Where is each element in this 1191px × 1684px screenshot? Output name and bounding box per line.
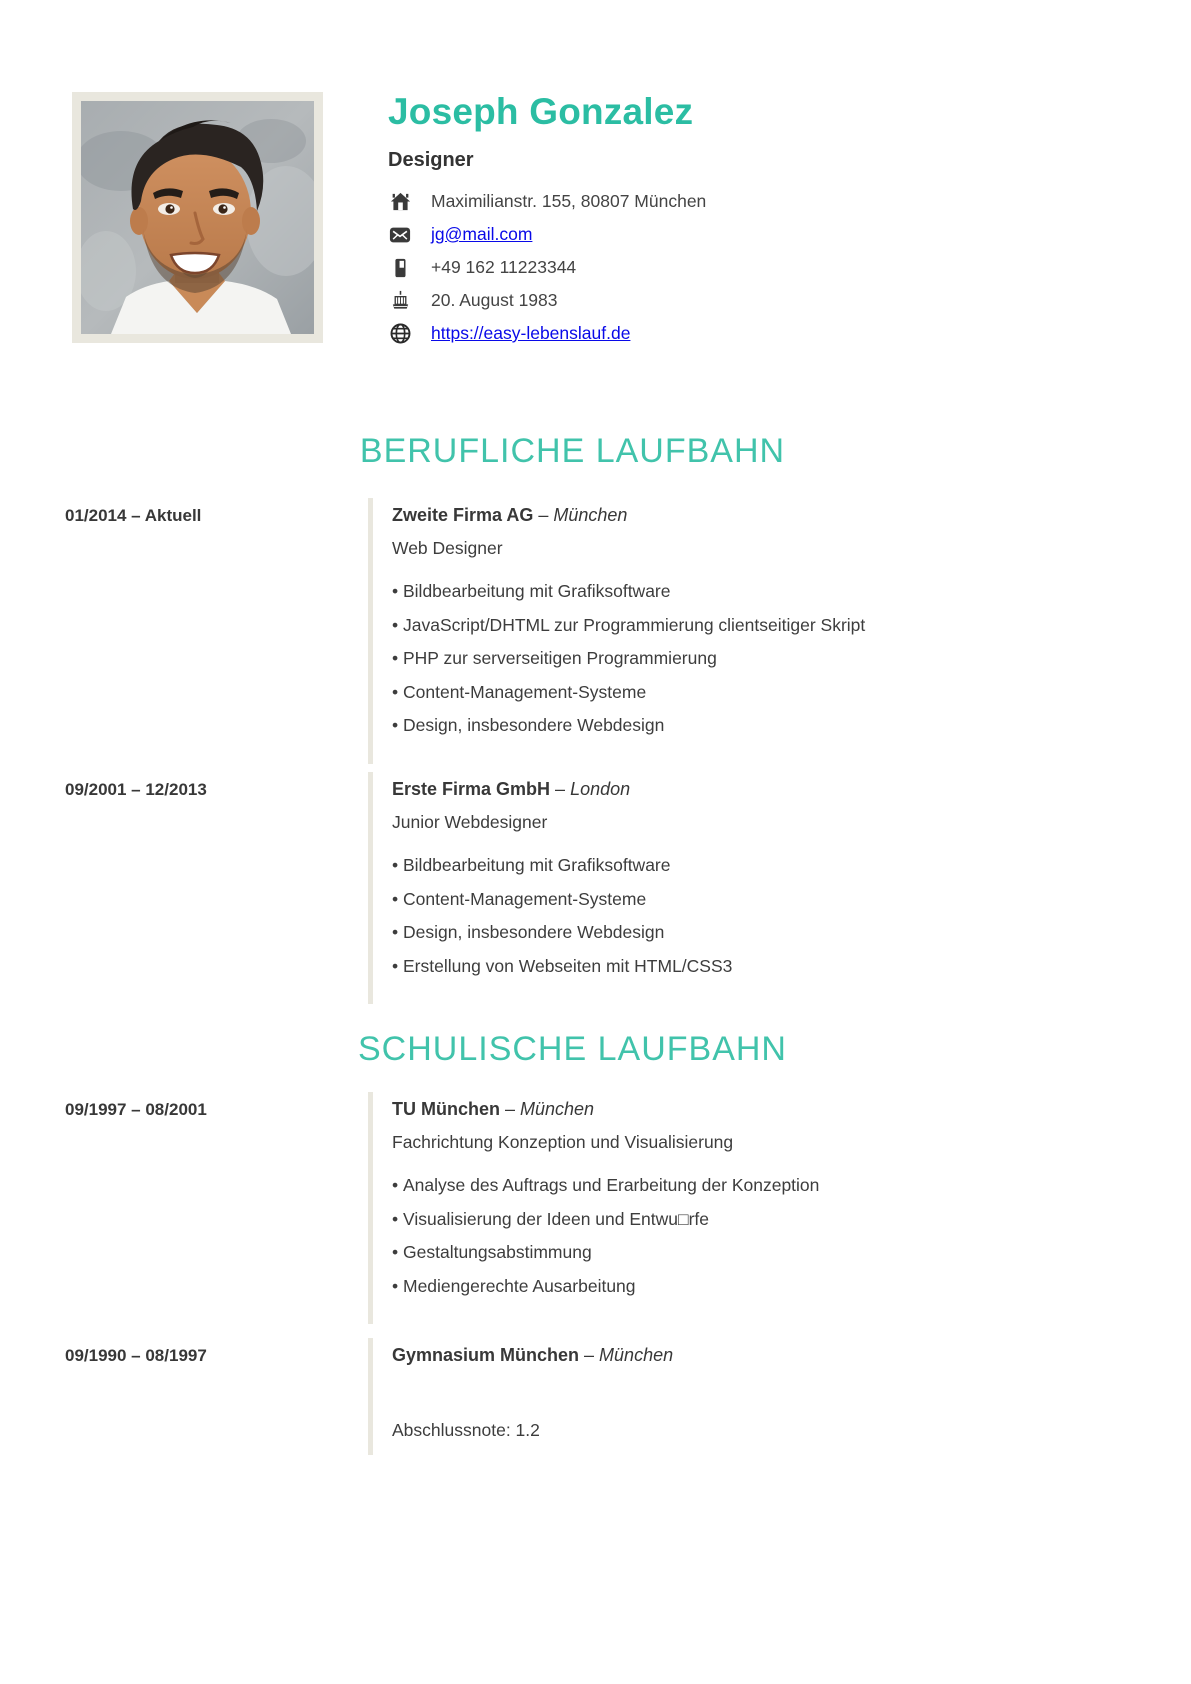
globe-icon [388, 322, 412, 346]
entry-organization: Erste Firma GmbH [392, 779, 551, 799]
bullet-item: • Bildbearbeitung mit Grafiksoftware [392, 582, 1127, 600]
bullet-item: • Gestaltungsabstimmung [392, 1243, 1127, 1261]
contact-list [388, 185, 1108, 350]
phone-icon [388, 256, 412, 280]
entry-organization: Gymnasium München [392, 1345, 580, 1365]
entry-location: München [599, 1345, 674, 1365]
entry-separator: – [555, 779, 566, 799]
bullet-item: • JavaScript/DHTML zur Programmierung clientseitiger Skript [392, 616, 1127, 634]
bullet-item: • PHP zur serverseitigen Programmierung [392, 649, 1127, 667]
entry-location: München [520, 1099, 595, 1119]
entry-role: Fachrichtung Konzeption und Visualisierung [392, 1132, 734, 1152]
entry-role: Junior Webdesigner [392, 812, 548, 832]
entry-content [368, 772, 1127, 1004]
bullet-item: • Content-Management-Systeme [392, 683, 1127, 701]
phone-text: +49 162 11223344 [431, 257, 577, 277]
header [388, 92, 1108, 350]
contact-row-website [388, 317, 1108, 350]
entry-role: Web Designer [392, 538, 503, 558]
entry-period: 09/1997 – 08/2001 [65, 1100, 207, 1119]
contact-row-birthday [388, 284, 1108, 317]
bullet-item: • Erstellung von Webseiten mit HTML/CSS3 [392, 957, 1127, 975]
entry-bullet-list [392, 1176, 1127, 1295]
bullet-item: • Design, insbesondere Webdesign [392, 923, 1127, 941]
entry-separator: – [538, 505, 549, 525]
entry-separator: – [505, 1099, 516, 1119]
entry-period: 09/2001 – 12/2013 [65, 780, 207, 799]
section-heading-school: SCHULISCHE LAUFBAHN [358, 1030, 787, 1068]
contact-row-phone [388, 251, 1108, 284]
entry-title [392, 1344, 1127, 1366]
bullet-item: • Content-Management-Systeme [392, 890, 1127, 908]
portrait-photo [81, 101, 314, 334]
birthday-text: 20. August 1983 [431, 290, 558, 310]
entry-organization: TU München [392, 1099, 500, 1119]
entry-bullet-list [392, 582, 1127, 734]
bullet-item: • Mediengerechte Ausarbeitung [392, 1277, 1127, 1295]
entry-location: London [570, 779, 631, 799]
entry-title [392, 1098, 1127, 1120]
entry-content [368, 1092, 1127, 1324]
mail-icon [388, 223, 412, 247]
bullet-item: • Analyse des Auftrags und Erarbeitung der Konzeption [392, 1176, 1127, 1194]
entry-title [392, 778, 1127, 800]
entry-period: 01/2014 – Aktuell [65, 506, 202, 525]
contact-row-email [388, 218, 1108, 251]
address-text: Maximilianstr. 155, 80807 München [431, 191, 707, 211]
bullet-item: • Design, insbesondere Webdesign [392, 716, 1127, 734]
school-entry-gymnasium [65, 1338, 1127, 1455]
career-entry-erste-firma [65, 772, 1127, 1004]
entry-content [368, 498, 1127, 764]
home-icon [388, 190, 412, 214]
entry-period: 09/1990 – 08/1997 [65, 1346, 207, 1365]
contact-row-address [388, 185, 1108, 218]
bullet-item: • Bildbearbeitung mit Grafiksoftware [392, 856, 1127, 874]
person-job-title: Designer [388, 149, 474, 171]
website-link[interactable]: https://easy-lebenslauf.de [431, 323, 631, 343]
school-entry-tu-muenchen [65, 1092, 1127, 1324]
section-heading-career: BERUFLICHE LAUFBAHN [359, 432, 786, 470]
entry-content [368, 1338, 1127, 1455]
career-entry-zweite-firma [65, 498, 1127, 764]
entry-organization: Zweite Firma AG [392, 505, 534, 525]
bullet-item: • Visualisierung der Ideen und Entwu□rfe [392, 1210, 1127, 1228]
email-link[interactable]: jg@mail.com [431, 224, 533, 244]
birthday-icon [388, 289, 412, 313]
portrait-photo-frame [72, 92, 323, 343]
entry-separator: – [584, 1345, 595, 1365]
entry-title [392, 504, 1127, 526]
entry-location: München [553, 505, 628, 525]
person-name: Joseph Gonzalez [388, 91, 694, 132]
entry-final-grade: Abschlussnote: 1.2 [392, 1420, 540, 1440]
entry-bullet-list [392, 856, 1127, 975]
